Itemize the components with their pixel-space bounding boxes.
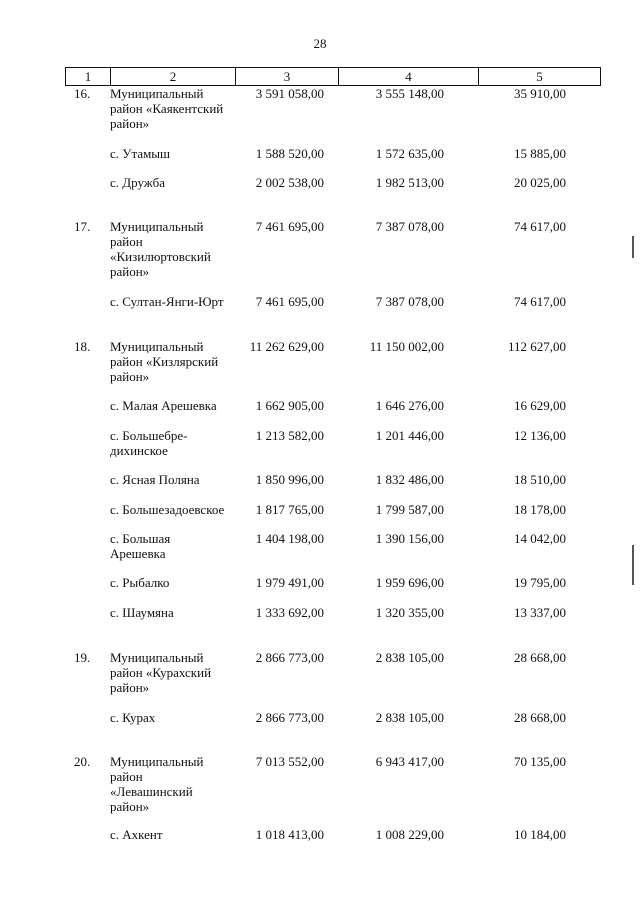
row-col-4: 11 150 002,00 [369, 339, 444, 354]
row-col-5: 19 795,00 [514, 575, 566, 590]
row-name: с. Ясная Поляна [110, 472, 200, 487]
row-col-3: 1 404 198,00 [255, 531, 324, 546]
row-number: 16. [74, 86, 91, 101]
page-number: 28 [313, 36, 327, 51]
row-col-4: 6 943 417,00 [375, 754, 444, 769]
row-number: 20. [74, 754, 91, 769]
row-col-4: 1 008 229,00 [375, 827, 444, 842]
row-col-3: 7 461 695,00 [255, 219, 324, 234]
row-col-3: 7 461 695,00 [255, 294, 324, 309]
row-col-5: 70 135,00 [514, 754, 566, 769]
row-name: с. Курах [110, 710, 156, 725]
row-col-5: 74 617,00 [514, 219, 566, 234]
row-col-3: 2 866 773,00 [255, 710, 324, 725]
row-col-5: 16 629,00 [514, 398, 566, 413]
row-name: с. Султан-Янги-Юрт [110, 294, 224, 309]
row-col-5: 28 668,00 [514, 710, 566, 725]
row-name: с. Ахкент [110, 827, 163, 842]
row-number: 18. [74, 339, 91, 354]
row-name: Муниципальный район «Кизилюртовский район» [110, 219, 211, 279]
header-col-5: 5 [536, 69, 543, 84]
row-name: с. Большезадоевское [110, 502, 225, 517]
row-col-5: 12 136,00 [514, 428, 566, 443]
row-name: с. Большебре-дихинское [110, 428, 188, 458]
row-col-3: 2 866 773,00 [255, 650, 324, 665]
row-col-3: 7 013 552,00 [255, 754, 324, 769]
row-col-4: 1 201 446,00 [375, 428, 444, 443]
row-col-4: 1 982 513,00 [375, 175, 444, 190]
row-col-5: 18 178,00 [514, 502, 566, 517]
row-col-4: 1 832 486,00 [375, 472, 444, 487]
row-name: с. Шаумяна [110, 605, 174, 620]
header-col-3: 3 [236, 68, 339, 85]
row-col-5: 74 617,00 [514, 294, 566, 309]
row-col-5: 14 042,00 [514, 531, 566, 546]
row-col-5: 13 337,00 [514, 605, 566, 620]
row-name: с. Большая Арешевка [110, 531, 171, 561]
row-name: Муниципальный район «Каякентский район» [110, 86, 224, 131]
scan-edge-mark [632, 545, 634, 585]
row-number: 17. [74, 219, 91, 234]
row-name: с. Рыбалко [110, 575, 170, 590]
row-col-3: 3 591 058,00 [255, 86, 324, 101]
row-name: с. Малая Арешевка [110, 398, 217, 413]
row-col-5: 112 627,00 [507, 339, 566, 354]
row-col-4: 1 320 355,00 [375, 605, 444, 620]
header-col-1: 1 [66, 68, 111, 85]
row-name: Муниципальный район «Левашинский район» [110, 754, 204, 814]
row-name: с. Дружба [110, 175, 165, 190]
row-name: Муниципальный район «Курахский район» [110, 650, 212, 695]
row-col-4: 2 838 105,00 [375, 650, 444, 665]
row-col-5: 10 184,00 [514, 827, 566, 842]
row-col-5: 15 885,00 [514, 146, 566, 161]
row-name: Муниципальный район «Кизлярский район» [110, 339, 219, 384]
row-col-3: 1 979 491,00 [255, 575, 324, 590]
row-col-4: 1 390 156,00 [375, 531, 444, 546]
row-col-3: 1 333 692,00 [255, 605, 324, 620]
row-col-3: 1 850 996,00 [255, 472, 324, 487]
row-col-4: 1 799 587,00 [375, 502, 444, 517]
row-col-3: 1 817 765,00 [255, 502, 324, 517]
row-col-3: 1 213 582,00 [255, 428, 324, 443]
scan-edge-mark [632, 236, 634, 258]
row-col-3: 1 662 905,00 [255, 398, 324, 413]
row-col-3: 1 588 520,00 [255, 146, 324, 161]
row-number: 19. [74, 650, 91, 665]
row-col-4: 1 646 276,00 [375, 398, 444, 413]
row-col-4: 1 572 635,00 [375, 146, 444, 161]
row-col-4: 1 959 696,00 [375, 575, 444, 590]
row-col-4: 2 838 105,00 [375, 710, 444, 725]
row-col-3: 1 018 413,00 [255, 827, 324, 842]
row-name: с. Утамыш [110, 146, 171, 161]
row-col-3: 2 002 538,00 [255, 175, 324, 190]
row-col-4: 7 387 078,00 [375, 219, 444, 234]
row-col-5: 18 510,00 [514, 472, 566, 487]
header-col-4: 4 [339, 68, 479, 85]
row-col-3: 11 262 629,00 [249, 339, 324, 354]
row-col-5: 28 668,00 [514, 650, 566, 665]
header-col-2: 2 [111, 68, 236, 85]
row-col-4: 3 555 148,00 [375, 86, 444, 101]
row-col-5: 35 910,00 [514, 86, 566, 101]
row-col-5: 20 025,00 [514, 175, 566, 190]
row-col-4: 7 387 078,00 [375, 294, 444, 309]
